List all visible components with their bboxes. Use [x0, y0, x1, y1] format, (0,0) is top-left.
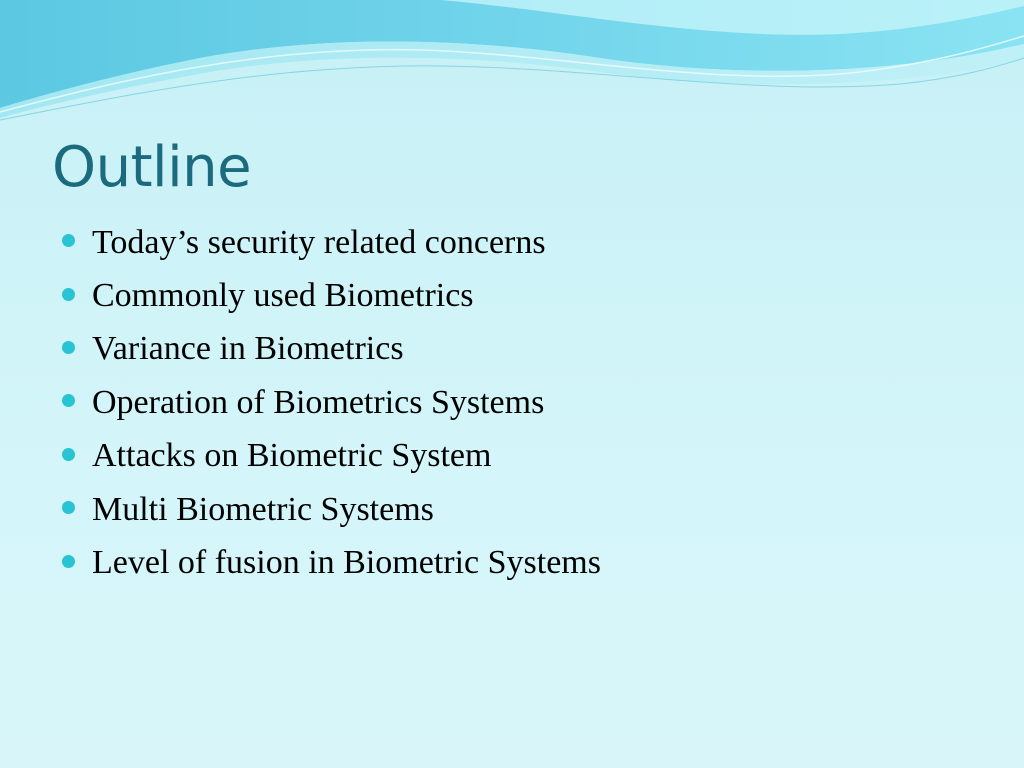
bullet-dot-icon	[62, 555, 75, 568]
bullet-item	[62, 325, 601, 378]
bullet-item	[62, 485, 601, 538]
bullet-dot-icon	[62, 501, 75, 514]
bullet-text: Commonly used Biometrics	[92, 277, 474, 315]
bullet-dot-icon	[62, 394, 75, 407]
bullet-text: Level of fusion in Biometric Systems	[92, 544, 601, 582]
bullet-dot-icon	[62, 288, 75, 301]
bullet-text: Today’s security related concerns	[92, 223, 546, 261]
bullet-dot-icon	[62, 448, 75, 461]
bullet-item	[62, 432, 601, 485]
bullet-item	[62, 218, 601, 271]
bullet-item	[62, 538, 601, 591]
bullet-dot-icon	[62, 341, 75, 354]
bullet-dot-icon	[62, 234, 75, 247]
bullet-item	[62, 271, 601, 324]
bullet-text: Attacks on Biometric System	[92, 437, 492, 475]
bullet-text: Operation of Biometrics Systems	[92, 383, 545, 421]
header-wave-decoration	[0, 0, 1024, 130]
bullet-text: Variance in Biometrics	[92, 330, 404, 368]
bullet-item	[62, 378, 601, 431]
slide-title: Outline	[52, 135, 252, 200]
bullet-text: Multi Biometric Systems	[92, 490, 434, 528]
bullet-list	[62, 218, 601, 592]
